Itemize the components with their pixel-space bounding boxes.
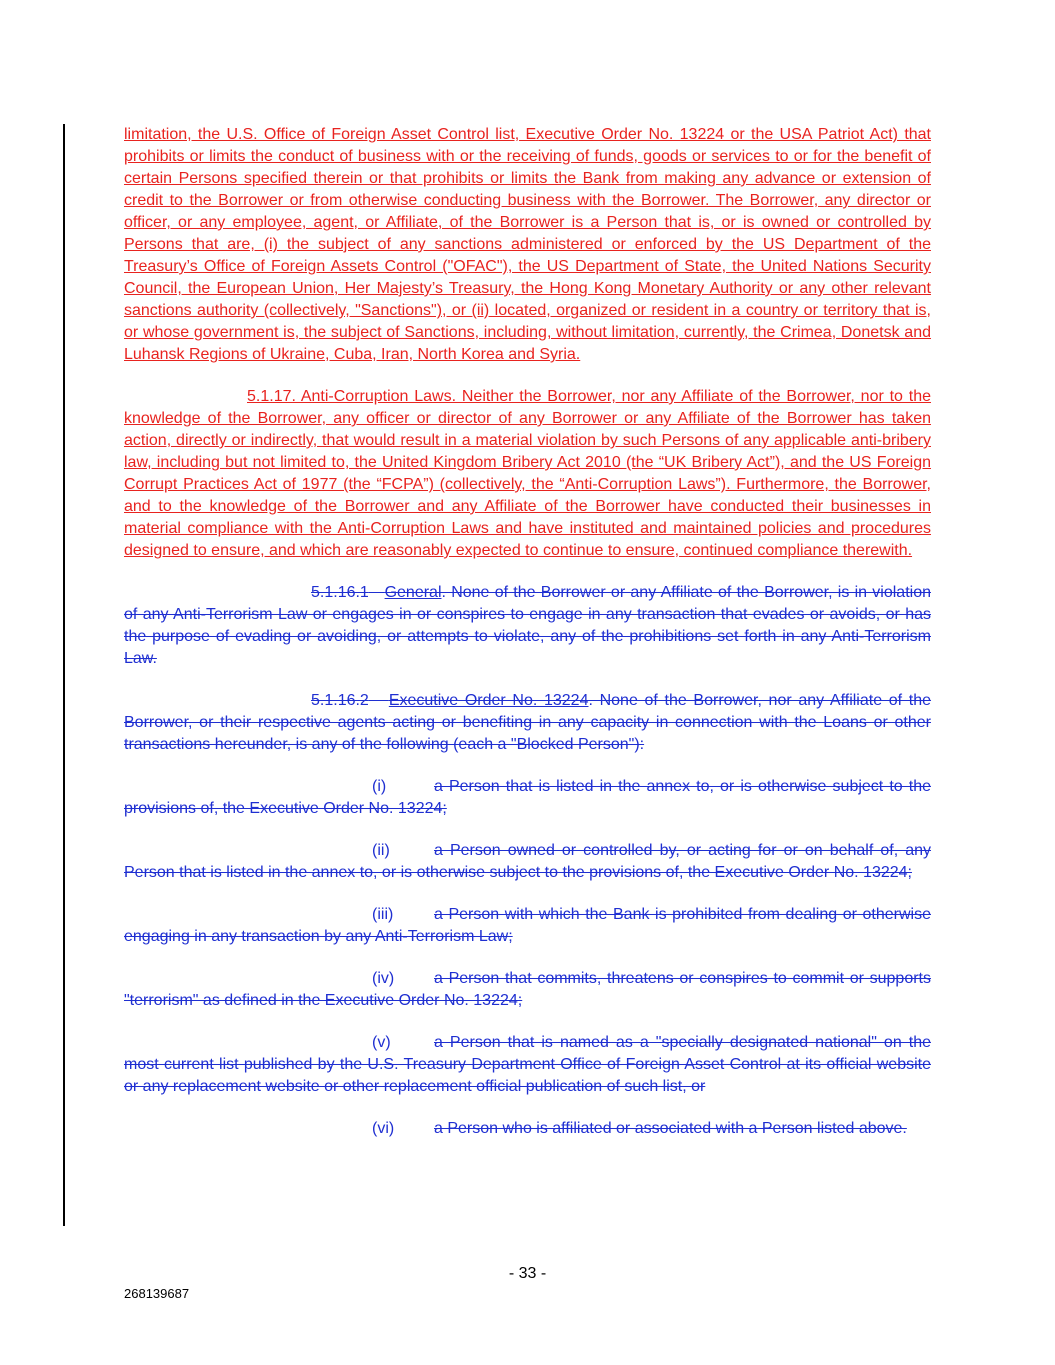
list-item-text: a Person with which the Bank is prohibited from dealing or otherwise engaging in any transaction by any Anti-Terrorism Law; <box>124 906 931 945</box>
inserted-paragraph-sanctions: limitation, the U.S. Office of Foreign Asset Control list, Executive Order No. 13224 or the USA Patriot Act) that prohibits or limits the conduct of business with or the receiving of funds, goods or services to or for the benefit of certain Persons specified therein or that prohibits or limits the Bank from making any advance or extension of credit to the Borrower or from otherwise conducting business with the Borrower. The Borrower, any director or officer, or any employee, agent, or Affiliate, of the Borrower is a Person that is, or is owned or controlled by Persons that are, (i) the subject of any sanctions administered or enforced by the US Department of the Treasury’s Office of Foreign Assets Control ("OFAC"), the US Department of State, the United Nations Security Council, the European Union, Her Majesty’s Treasury, the Hong Kong Monetary Authority or any other relevant sanctions authority (collectively, "Sanctions"), or (ii) located, organized or resident in a country or territory that is, or whose government is, the subject of Sanctions, including, without limitation, currently, the Crimea, Donetsk and Luhansk Regions of Ukraine, Cuba, Iran, North Korea and Syria. <box>124 126 931 363</box>
list-item-text: a Person that commits, threatens or conspires to commit or supports "terrorism" as defined in the Executive Order No. 13224; <box>124 970 931 1009</box>
deleted-list-item <box>124 904 931 948</box>
deleted-section-5-1-16-1 <box>124 582 931 670</box>
section-number: 5.1.16.2 <box>311 692 369 709</box>
list-item-number: (ii) <box>372 842 390 859</box>
section-heading: Executive Order No. 13224 <box>388 692 589 709</box>
list-item-number: (i) <box>372 778 387 795</box>
list-item-text: a Person that is named as a "specially designated national" on the most current list published by the U.S. Treasury Department Office of Foreign Asset Control at its official website or any replacement website or other replacement official publication of such list, or <box>124 1034 931 1095</box>
list-item-text: a Person who is affiliated or associated with a Person listed above. <box>434 1120 907 1137</box>
list-item-number: (iv) <box>372 970 395 987</box>
deleted-list-item <box>124 840 931 884</box>
deleted-list-item <box>124 776 931 820</box>
list-item-number: (v) <box>372 1034 391 1051</box>
list-item-text: a Person that is listed in the annex to, or is otherwise subject to the provisions of, the Executive Order No. 13224; <box>124 778 931 817</box>
deleted-list-item <box>124 1032 931 1098</box>
section-text: . None of the Borrower, nor any Affiliate of the Borrower, or their respective agents acting or benefiting in any capacity in connection with the Loans or other transactions hereunder, is any of the following (each a "Blocked Person"): <box>124 692 932 753</box>
deleted-list-item <box>124 1118 931 1140</box>
list-item-number: (iii) <box>372 906 394 923</box>
page-number: - 33 - <box>508 1265 547 1282</box>
inserted-paragraph-anti-corruption: 5.1.17. Anti-Corruption Laws. Neither the Borrower, nor any Affiliate of the Borrower, nor to the knowledge of the Borrower, any officer or director of any Borrower or any Affiliate of the Borrower has taken action, directly or indirectly, that would result in a material violation by such Persons of any applicable anti-bribery law, including but not limited to, the United Kingdom Bribery Act 2010 (the “UK Bribery Act”), and the US Foreign Corrupt Practices Act of 1977 (the “FCPA”) (collectively, the “Anti-Corruption Laws”). Furthermore, the Borrower, and to the knowledge of the Borrower and any Affiliate of the Borrower have conducted their businesses in material compliance with the Anti-Corruption Laws and have instituted and maintained policies and procedures designed to ensure, and which are reasonably expected to continue to ensure, continued compliance therewith. <box>124 388 931 559</box>
section-heading: General <box>384 584 442 601</box>
document-id: 268139687 <box>124 1286 190 1301</box>
deleted-section-5-1-16-2 <box>124 690 931 756</box>
list-item-text: a Person owned or controlled by, or acting for or on behalf of, any Person that is listed in the annex to, or is otherwise subject to the provisions of, the Executive Order No. 13224; <box>124 842 931 881</box>
section-text: . None of the Borrower or any Affiliate of the Borrower, is in violation of any Anti-Terrorism Law or engages in or conspires to engage in any transaction that evades or avoids, or has the purpose of evading or avoiding, or attempts to violate, any of the prohibitions set forth in any Anti-Terrorism Law. <box>124 584 931 667</box>
change-bar <box>63 124 65 1226</box>
list-item-number: (vi) <box>372 1120 395 1137</box>
deleted-list-item <box>124 968 931 1012</box>
document-body <box>124 124 931 1140</box>
section-number: 5.1.16.1 <box>311 584 369 601</box>
